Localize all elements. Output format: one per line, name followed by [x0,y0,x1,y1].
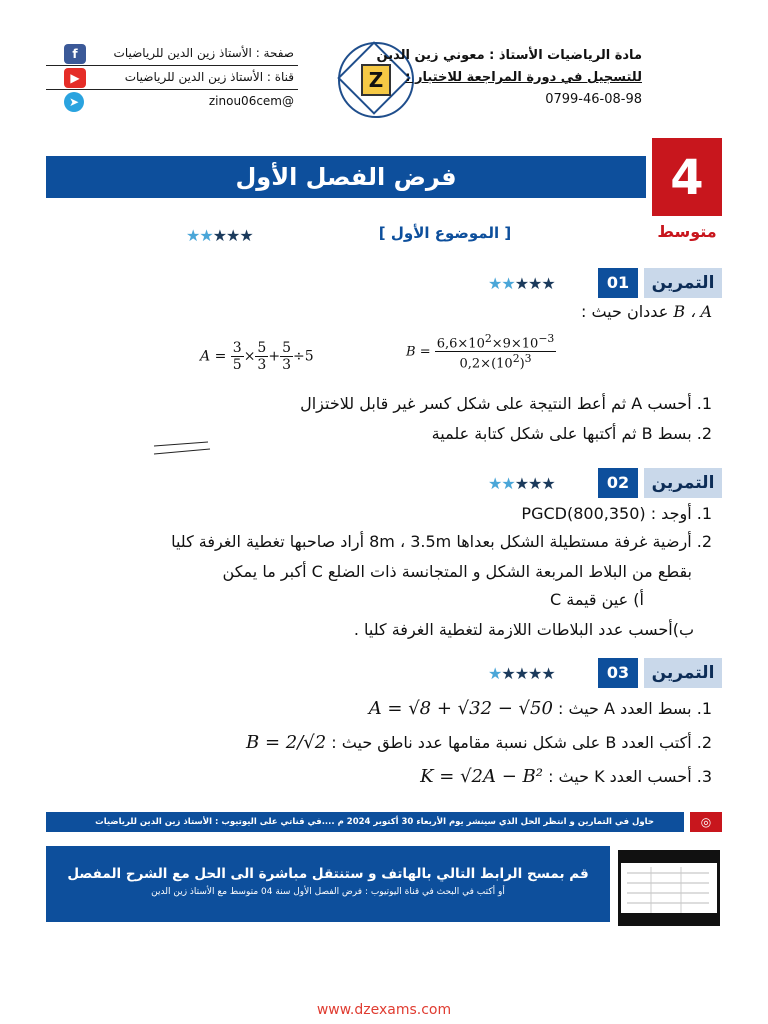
footer-link[interactable]: www.dzexams.com [316,1002,452,1018]
exercise-2-q1: 1. أوجد : PGCD(800,350) [521,504,712,523]
grade-number: 4 [652,138,722,216]
grade-level: متوسط [657,222,717,241]
target-icon: ◎ [690,812,722,832]
exercise-3-stars: ★★★★★ [488,664,555,683]
youtube-text: قناة : الأستاذ زين الدين للرياضيات [124,70,294,84]
facebook-row[interactable] [46,44,298,66]
solution-thumbnail[interactable] [618,850,720,926]
thumbnail-graphic [621,853,717,923]
difficulty-stars [186,226,253,245]
solution-banner[interactable] [46,846,610,922]
formula-a: A = $\frac{3}{5}$ × $\frac{5}{3}$ + $\frac{5}{3}$ ÷5 [200,340,314,373]
notice-text: حاول في التمارين و انتظر الحل الذي سينشر يوم الأربعاء 30 أكتوبر 2024 م ....في قناتي على اليوتيوب : الأستاذ زين الدين للرياضيات [95,817,654,827]
star-icon: ★ [199,226,213,245]
youtube-row[interactable] [46,68,298,90]
pen-scribble [150,440,214,458]
divider [46,65,298,66]
telegram-text: @zinou06cem [208,94,294,108]
youtube-icon[interactable]: ▶ [64,68,86,88]
telegram-row[interactable] [46,92,298,114]
register-line: للتسجيل في دورة المراجعة للاختبار : [405,70,642,85]
exercise-2-number: 02 [598,468,638,498]
formula-b: B = $\frac{6,6\times 10^2\times 9\times 10^{-3}}{0,2\times(10^2)^3}$ [406,332,555,372]
exercise-2-stars: ★★★★★ [488,474,555,493]
telegram-icon[interactable]: ➤ [64,92,84,112]
exercise-3-q3: 3. أحسب العدد K حيث : K = √2A − B² [420,766,712,787]
exercise-2-q2-a: أ) عين قيمة C [550,590,644,609]
logo-letter: Z [361,64,391,96]
exercise-1-number: 01 [598,268,638,298]
exercise-3-number: 03 [598,658,638,688]
facebook-text: صفحة : الأستاذ زين الدين للرياضيات [113,46,294,60]
star-icon: ★ [226,226,240,245]
exercise-2-q2-line1: 2. أرضية غرفة مستطيلة الشكل بعداها 8m ، 3.5m أراد صاحبها تغطية الغرفة كليا [171,532,712,551]
exercise-3-label: التمرين [644,658,722,688]
exercise-2-q2-b: ب)أحسب عدد البلاطات اللازمة لتغطية الغرفة كليا . [353,620,694,639]
banner-sub-text: أو أكتب في البحث في قناة اليوتيوب : فرض الفصل الأول سنة 04 متوسط مع الأستاذ زين الدين [151,887,505,897]
exercise-3-q2: 2. أكتب العدد B على شكل نسبة مقامها عدد ناطق حيث : B = 2/√2 [246,732,712,753]
divider [46,89,298,90]
exercise-2-q2-line2: بقطع من البلاط المربعة الشكل و المتجانسة ذات الضلع C أكبر ما يمكن [222,562,692,581]
exercise-1-label: التمرين [644,268,722,298]
banner-main-text: قم بمسح الرابط التالي بالهاتف و ستنتقل مباشرة الى الحل مع الشرح المفصل [67,866,589,882]
exercise-2-label: التمرين [644,468,722,498]
facebook-icon[interactable]: f [64,44,86,64]
phone: 0799-46-08-98 [545,92,642,107]
subject-label: [ الموضوع الأول ] [378,224,512,242]
star-icon: ★ [212,226,227,245]
star-icon: ★ [186,226,200,245]
exercise-1-q2: 2. بسط B ثم أكتبها على شكل كتابة علمية [431,424,712,443]
teacher-line: مادة الرياضيات الأستاذ : معوني زين الدين [376,48,642,63]
exercise-1-stars: ★★★★★ [488,274,555,293]
page-title: فرض الفصل الأول [235,163,457,191]
exercise-1-intro: B ، A عددان حيث : [580,302,712,321]
star-icon: ★ [239,226,253,245]
exercise-3-q1: 1. بسط العدد A حيث : A = √8 + √32 − √50 [368,698,712,719]
exercise-1-q1: 1. أحسب A ثم أعط النتيجة على شكل كسر غير قابل للاختزال [300,394,712,413]
